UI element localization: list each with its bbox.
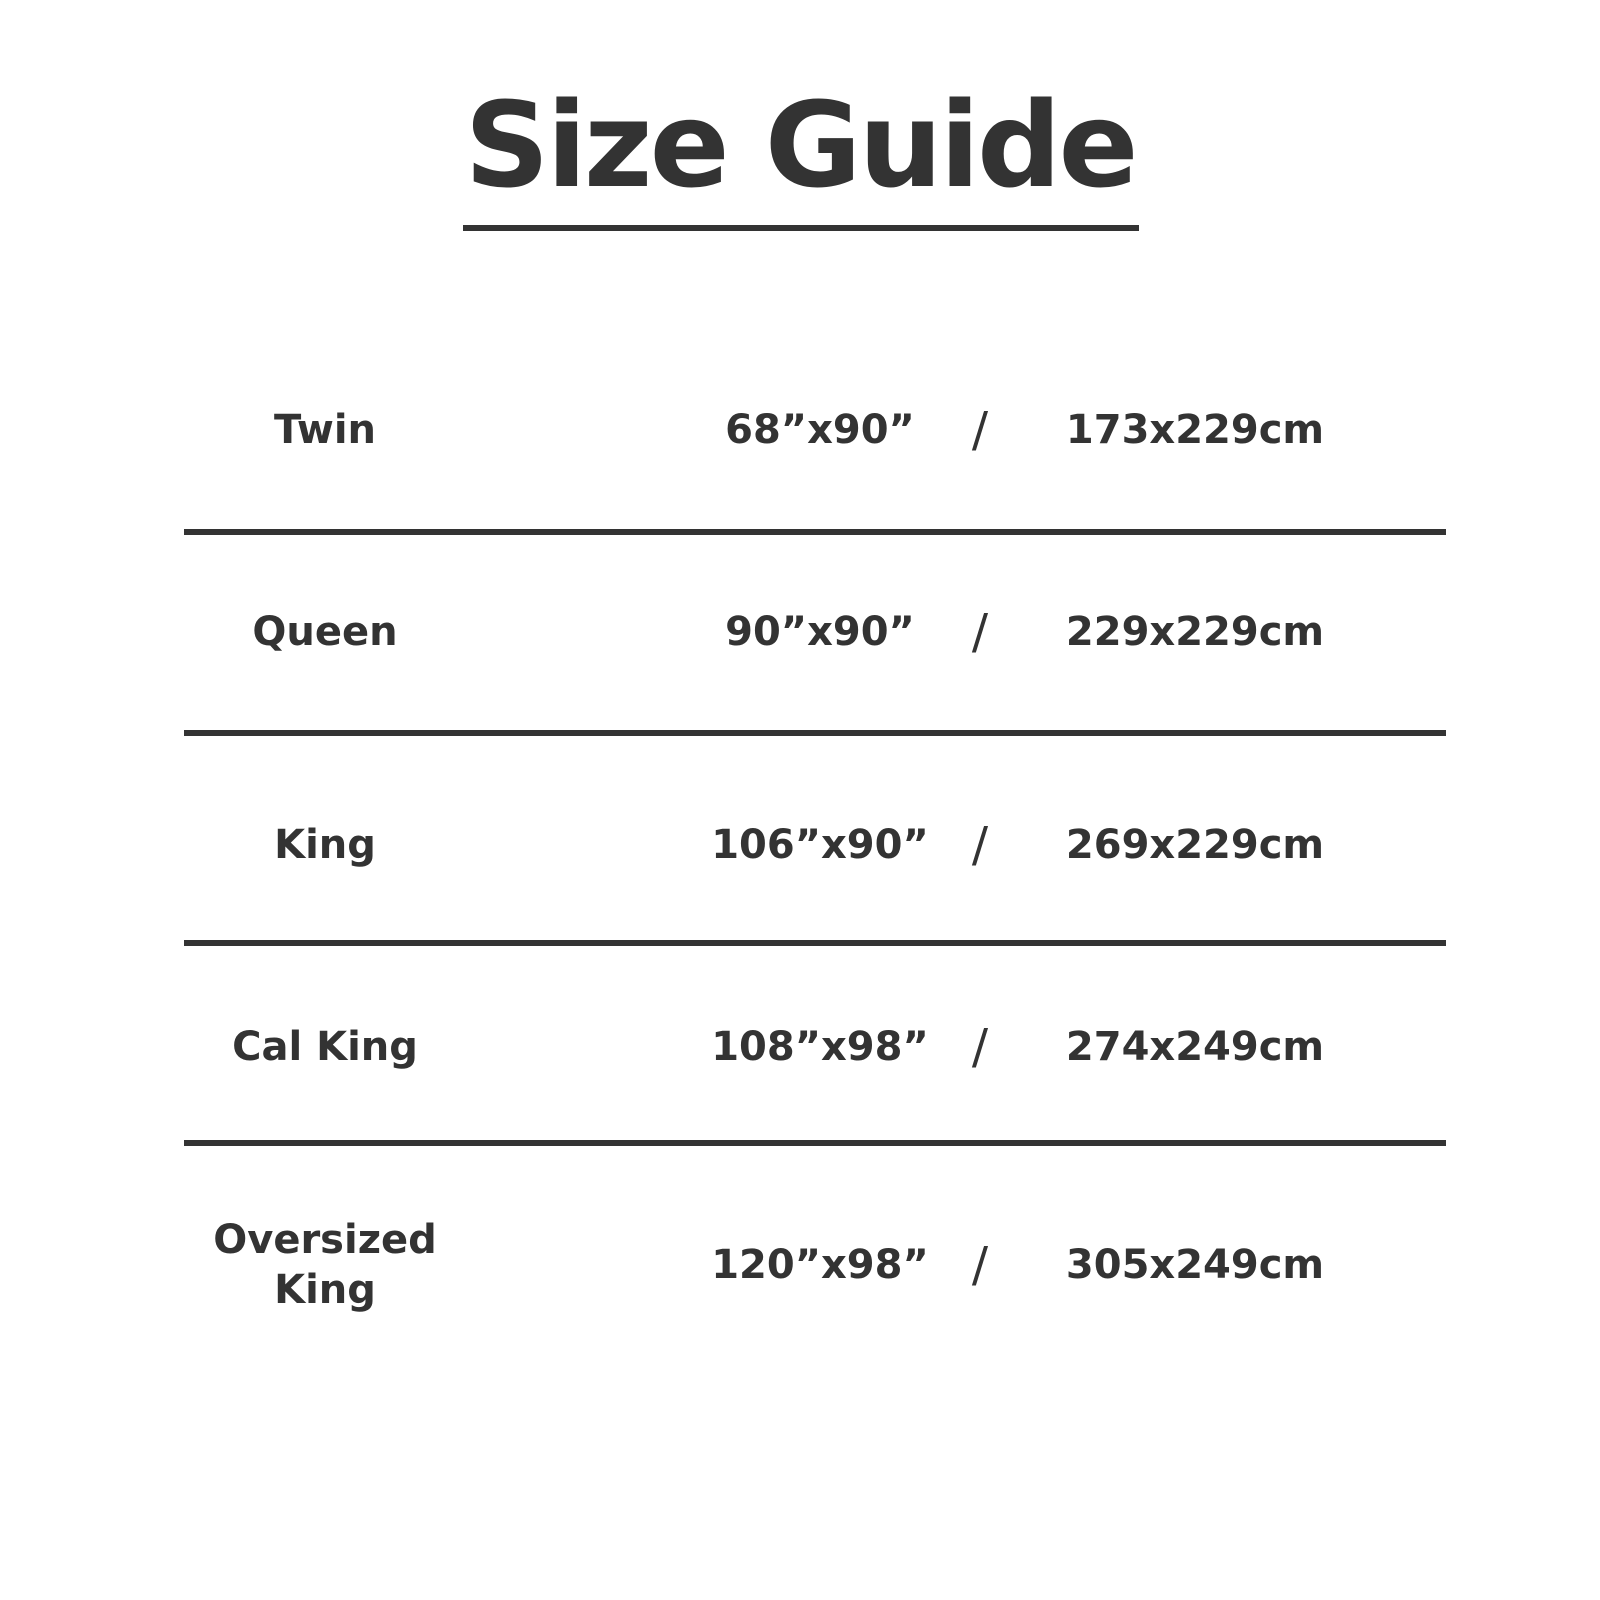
- unit-separator: /: [971, 1237, 989, 1293]
- row-divider: [184, 529, 1446, 535]
- size-guide-title: Size Guide: [464, 76, 1136, 214]
- size-inches: 108”x98”: [711, 1024, 929, 1070]
- table-row-king: [0, 775, 1600, 915]
- unit-separator: /: [971, 817, 989, 873]
- size-inches: 90”x90”: [725, 609, 915, 655]
- size-cm: 274x249cm: [1065, 1024, 1325, 1070]
- size-name: Queen: [252, 609, 398, 655]
- size-name: King: [274, 822, 376, 868]
- row-divider: [184, 1140, 1446, 1146]
- size-inches: 120”x98”: [711, 1242, 929, 1288]
- table-row-cal-king: [0, 977, 1600, 1117]
- size-inches: 68”x90”: [725, 407, 915, 453]
- title-underline: [463, 225, 1139, 231]
- table-row-oversized-king: [0, 1195, 1600, 1335]
- unit-separator: /: [971, 402, 989, 458]
- row-divider: [184, 730, 1446, 736]
- size-cm: 305x249cm: [1065, 1242, 1325, 1288]
- size-name: Cal King: [232, 1024, 418, 1070]
- size-name: Twin: [273, 407, 377, 453]
- size-cm: 269x229cm: [1065, 822, 1325, 868]
- unit-separator: /: [971, 604, 989, 660]
- table-row-queen: [0, 562, 1600, 702]
- size-cm: 229x229cm: [1065, 609, 1325, 655]
- table-row-twin: [0, 360, 1600, 500]
- size-name: Oversized King: [213, 1217, 437, 1313]
- size-inches: 106”x90”: [711, 822, 929, 868]
- size-cm: 173x229cm: [1065, 407, 1325, 453]
- row-divider: [184, 940, 1446, 946]
- unit-separator: /: [971, 1019, 989, 1075]
